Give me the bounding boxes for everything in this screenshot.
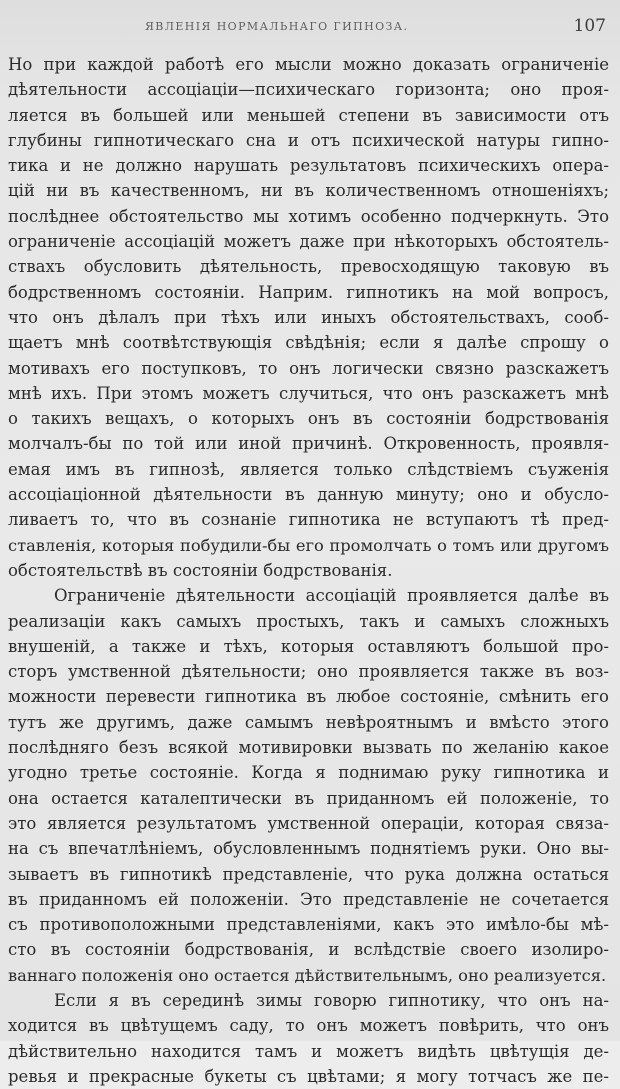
text-line: емая имъ въ гипнозѣ, является только слѣдствіемъ съуженія (8, 459, 609, 479)
body-text (8, 52, 609, 1089)
running-title: ЯВЛЕНІЯ НОРМАЛЬНАГО ГИПНОЗА. (145, 20, 409, 33)
text-line: дѣятельности ассоціаціи—психическаго горизонта; оно проя- (8, 80, 609, 100)
text-line: молчалъ-бы по той или иной причинѣ. Откровенность, проявля- (8, 434, 609, 454)
text-line: щаетъ мнѣ соотвѣтствующія свѣдѣнія; если я далѣе спрошу о (8, 333, 609, 353)
text-line: Но при каждой работѣ его мысли можно доказать ограниченіе (8, 55, 609, 74)
text-line: ассоціаціонной дѣятельности въ данную минуту; оно и обусло- (8, 485, 609, 505)
text-line: ствахъ обусловить дѣятельность, превосходящую таковую въ (8, 257, 609, 277)
text-line: реализаціи какъ самыхъ простыхъ, такъ и самыхъ сложныхъ (8, 611, 609, 631)
text-line: она остается каталептически въ приданномъ ей положеніе, то (8, 788, 609, 808)
text-line: можности перевести гипнотика въ любое состояніе, смѣнить его (8, 687, 609, 707)
text-line: глубины гипнотическаго сна и отъ психической натуры гипно- (8, 130, 609, 150)
text-line: ограниченіе ассоціацій можетъ даже при нѣкоторыхъ обстоятель- (8, 232, 609, 252)
text-line: цій ни въ качественномъ, ни въ количественномъ отношеніяхъ; (8, 181, 609, 201)
paragraph-start-line: Ограниченіе дѣятельности ассоціацій проявляется далѣе въ (54, 586, 609, 606)
text-line: дѣйствительно находится тамъ и можетъ видѣть цвѣтущія де- (8, 1041, 609, 1061)
text-line: ваннаго положенія оно остается дѣйствительнымъ, оно реализуется. (8, 965, 607, 985)
text-line: бодрственномъ состояніи. Наприм. гипнотикъ на мой вопросъ, (8, 282, 609, 302)
text-line: ливаетъ то, что въ сознаніе гипнотика не вступаютъ тѣ пред- (8, 510, 609, 530)
text-line: зываетъ въ гипнотикѣ представленіе, что рука должна остаться (8, 864, 609, 884)
text-line: ставленія, которыя побудили-бы его промолчать о томъ или другомъ (8, 535, 609, 555)
text-line: ходится въ цвѣтущемъ саду, то онъ можетъ повѣрить, что онъ (8, 1016, 609, 1036)
paragraph-start-line: Если я въ серединѣ зимы говорю гипнотику, что онъ на- (54, 990, 609, 1010)
text-line: сторъ умственной дѣятельности; оно проявляется также въ воз- (8, 662, 609, 682)
text-line: что онъ дѣлалъ при тѣхъ или иныхъ обстоятельствахъ, сооб- (8, 307, 609, 327)
page-number: 107 (573, 16, 606, 36)
text-line: сто въ состояніи бодрствованія, и вслѣдствіе своего изолиро- (8, 940, 609, 960)
text-line: внушеній, а также и тѣхъ, которыя оставляютъ большой про- (8, 636, 609, 656)
text-line: мнѣ ихъ. При этомъ можетъ случиться, что онъ разскажетъ мнѣ (8, 383, 609, 403)
text-line: на съ впечатлѣніемъ, обусловленнымъ поднятіемъ руки. Оно вы- (8, 839, 609, 859)
text-line: послѣдняго безъ всякой мотивировки вызвать по желанію какое (8, 738, 609, 758)
text-line: въ приданномъ ей положеніи. Это представленіе не сочетается (8, 889, 609, 909)
text-line: ревья и прекрасные букеты съ цвѣтами; я могу тотчасъ же пе- (8, 1066, 609, 1086)
text-line: тика и не должно нарушать результатовъ психическихъ опера- (8, 156, 609, 176)
text-line: о такихъ вещахъ, о которыхъ онъ въ состояніи бодрствованія (8, 409, 609, 429)
page-header (0, 16, 620, 42)
text-line: это является результатомъ умственной операціи, которая связа- (8, 813, 609, 833)
text-line: ляется въ большей или меньшей степени въ зависимости отъ (8, 105, 609, 125)
text-line: послѣднее обстоятельство мы хотимъ особенно подчеркнуть. Это (8, 206, 609, 226)
text-line: съ противоположными представленіями, какъ это имѣло-бы мѣ- (8, 915, 609, 935)
text-line: мотивахъ его поступковъ, то онъ логически связно разскажетъ (8, 358, 609, 378)
text-line: обстоятельствѣ въ состояніи бодрствованія. (8, 560, 393, 580)
text-line: угодно третье состояніе. Когда я поднимаю руку гипнотика и (8, 763, 609, 783)
text-line: тутъ же другимъ, даже самымъ невѣроятнымъ и вмѣсто этого (8, 712, 609, 732)
